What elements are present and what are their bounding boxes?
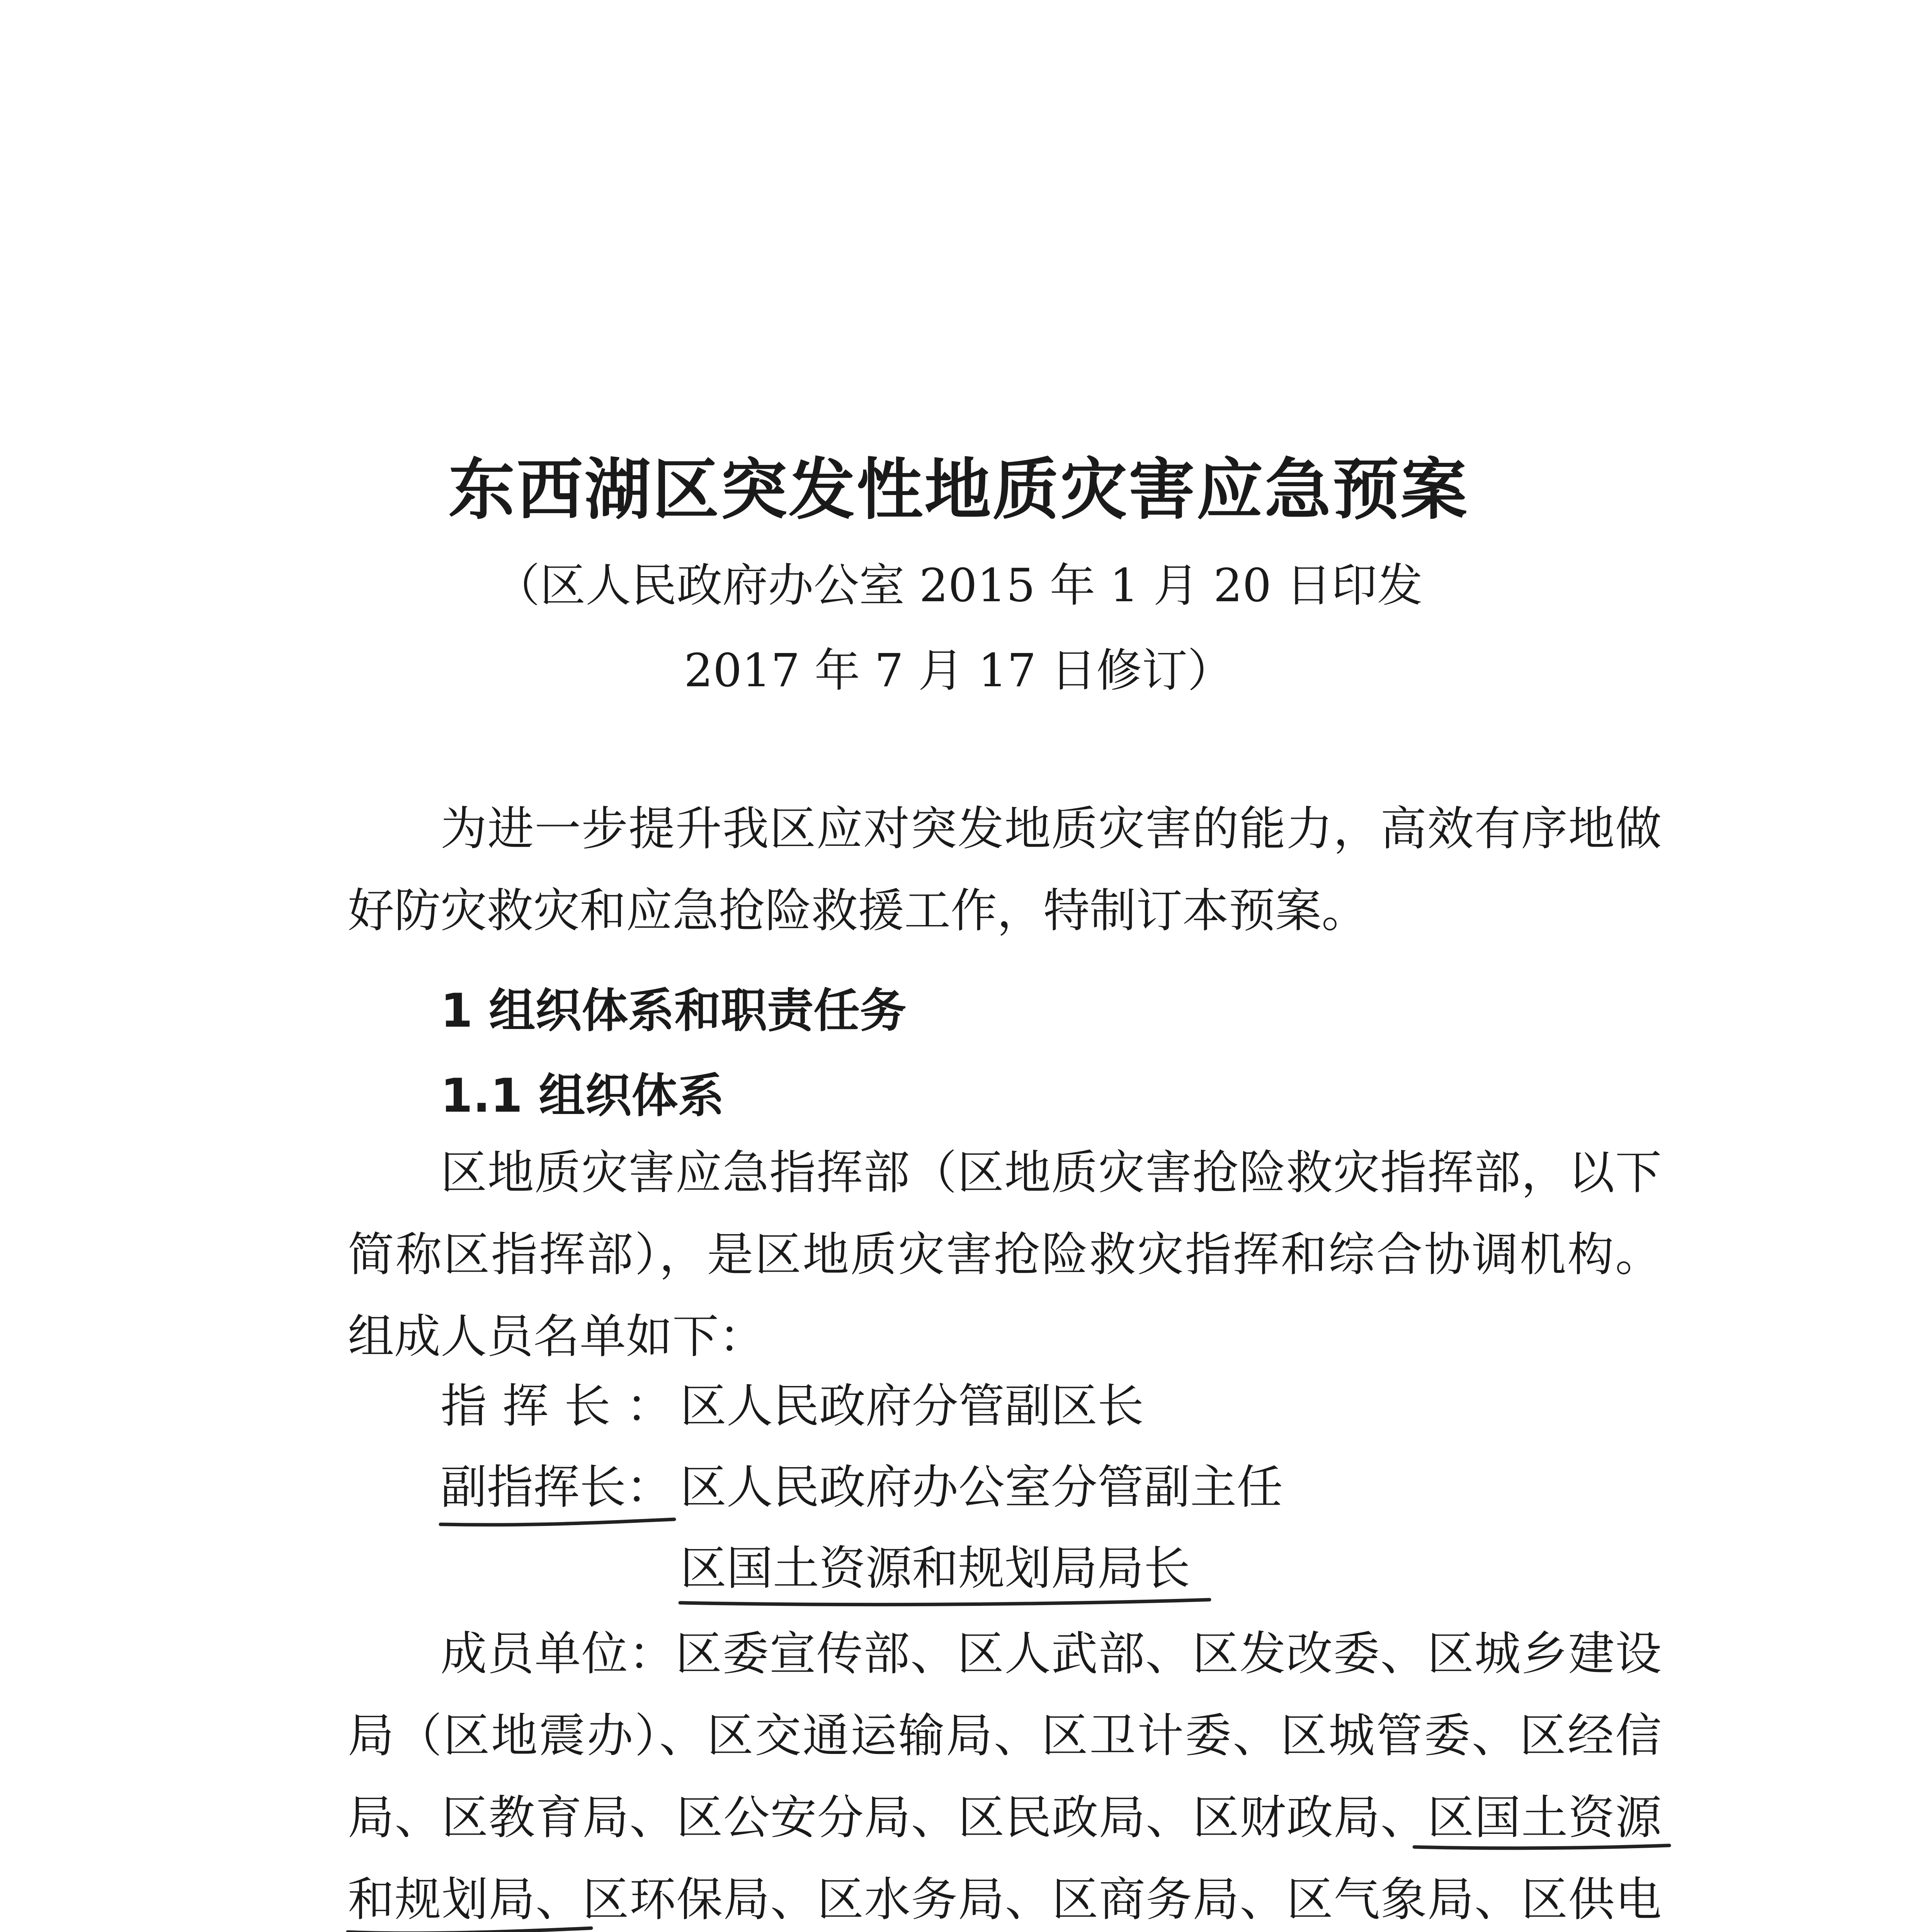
revision-date-line: 2017 年 7 月 17 日修订）: [684, 644, 1233, 697]
vice-commander-value-2: 区国土资源和规划局局长: [680, 1542, 1190, 1595]
underline-vice-commander: [441, 1519, 674, 1525]
section-1-1-heading: 1.1 组织体系: [441, 1069, 725, 1123]
intro-paragraph: 为进一步提升我区应对突发地质灾害的能力，高效有序地做好防灾救灾和应急抢险救援工作，特制订本预案。: [348, 802, 1662, 938]
underline-land-bureau-chief: [680, 1600, 1209, 1605]
commander-label: 指挥长：: [441, 1379, 688, 1433]
commander-value: 区人民政府分管副区长: [680, 1379, 1144, 1433]
member-units-paragraph: 成员单位：区委宣传部、区人武部、区发改委、区城乡建设局（区地震办）、区交通运输局、区卫计委、区城管委、区经信局、区教育局、区公安分局、区民政局、区财政局、区国土资源和规划局、区环保局、区水务局、区商务局、区气象局、区供电: [348, 1627, 1662, 1927]
organization-paragraph: 区地质灾害应急指挥部（区地质灾害抢险救灾指挥部，以下简称区指挥部），是区地质灾害抢险救灾指挥和综合协调机构。组成人员名单如下：: [348, 1146, 1662, 1364]
section-1-heading: 1 组织体系和职责任务: [441, 984, 907, 1038]
vice-commander-label: 副指挥长：: [441, 1461, 672, 1514]
issue-date-line: （区人民政府办公室 2015 年 1 月 20 日印发: [494, 559, 1423, 612]
document-title: 东西湖区突发性地质灾害应急预案: [448, 450, 1469, 529]
vice-commander-value-1: 区人民政府办公室分管副主任: [680, 1461, 1283, 1514]
